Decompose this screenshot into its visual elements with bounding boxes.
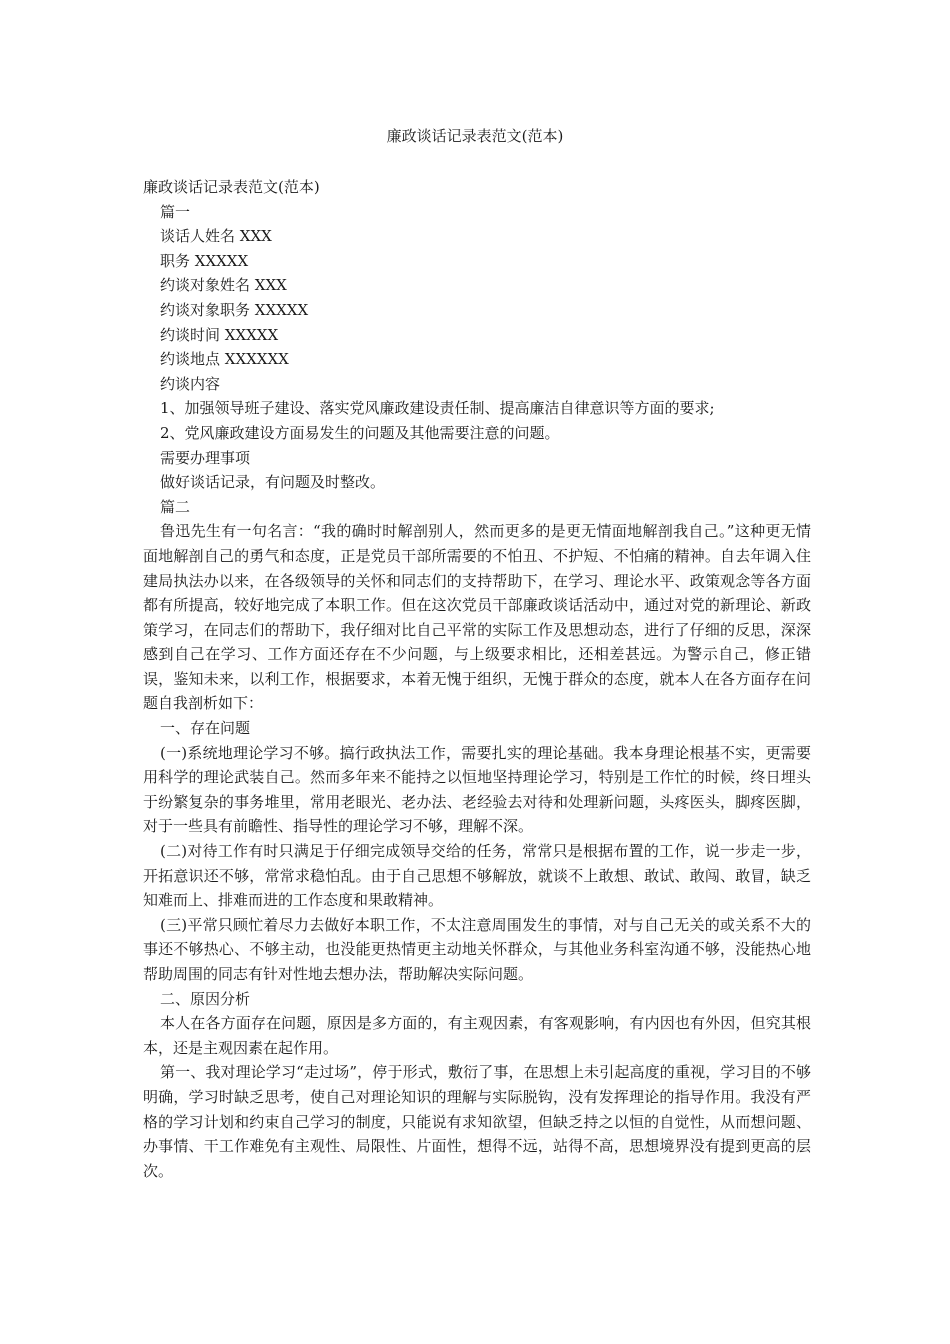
heading-cause-analysis: 二、原因分析 xyxy=(160,989,251,1008)
paragraph-problem-3: (三)平常只顾忙着尽力去做好本职工作，不太注意周围发生的事情，对与自己无关的或关系不大的事还不够热心、不够主动，也没能更热情更主动地关怀群众，与其他业务科室沟通不够，没能热心地帮助周围的同志有针对性地去想办法，帮助解决实际问题。 xyxy=(143,915,811,983)
document-title: 廉政谈话记录表范文(范本) xyxy=(386,127,564,145)
section-heading-part-one: 篇一 xyxy=(160,202,191,221)
paragraph-problem-1: (一)系统地理论学习不够。搞行政执法工作，需要扎实的理论基础。我本身理论根基不实，更需要用科学的理论武装自己。然而多年来不能持之以恒地坚持理论学习，特别是工作忙的时候，终日埋头于纷繁复杂的事务堆里，常用老眼光、老办法、老经验去对待和处理新问题，头疼医头，脚疼医脚，对于一些具有前瞻性、指导性的理论学习不够，理解不深。 xyxy=(143,743,811,836)
paragraph-intro: 鲁迅先生有一句名言：“我的确时时解剖别人，然而更多的是更无情面地解剖我自己。”这种更无情面地解剖自己的勇气和态度，正是党员干部所需要的不怕丑、不护短、不怕痛的精神。自去年调入住建局执法办以来，在各级领导的关怀和同志们的支持帮助下，在学习、理论水平、政策观念等各方面都有所提高，较好地完成了本职工作。但在这次党员干部廉政谈话活动中，通过对党的新理论、新政策学习，在同志们的帮助下，我仔细对比自己平常的实际工作及思想动态，进行了仔细的反思，深深感到自己在学习、工作方面还存在不少问题，与上级要求相比，还相差甚远。为警示自己，修正错误，鉴知未来，以利工作，根据要求，本着无愧于组织，无愧于群众的态度，就本人在各方面存在问题自我剖析如下： xyxy=(143,522,811,713)
paragraph-cause-summary: 本人在各方面存在问题，原因是多方面的，有主观因素，有客观影响，有内因也有外因，但究其根本，还是主观因素在起作用。 xyxy=(143,1014,811,1057)
field-interviewee-name: 约谈对象姓名 XXX xyxy=(160,276,287,295)
paragraph-cause-1: 第一、我对理论学习“走过场”，停于形式，敷衍了事，在思想上未引起高度的重视，学习目的不够明确，学习时缺乏思考，使自己对理论知识的理解与实际脱钩，没有发挥理论的指导作用。我没有严格的学习计划和约束自己学习的制度，只能说有求知欲望，但缺乏持之以恒的自觉性，从而想问题、办事情、干工作难免有主观性、局限性、片面性，想得不远，站得不高，思想境界没有提到更高的层次。 xyxy=(143,1063,811,1180)
content-item-1: 1、加强领导班子建设、落实党风廉政建设责任制、提高廉洁自律意识等方面的要求; xyxy=(160,399,715,418)
field-interviewer-name: 谈话人姓名 XXX xyxy=(160,227,272,246)
heading-existing-problems: 一、存在问题 xyxy=(160,719,251,738)
field-interview-location: 约谈地点 XXXXXX xyxy=(160,350,289,369)
document-subtitle: 廉政谈话记录表范文(范本) xyxy=(143,178,320,196)
action-item-text: 做好谈话记录，有问题及时整改。 xyxy=(160,473,386,492)
field-action-items: 需要办理事项 xyxy=(160,448,251,467)
document-body xyxy=(143,175,811,1183)
paragraph-problem-2: (二)对待工作有时只满足于仔细完成领导交给的任务，常常只是根据布置的工作，说一步走一步，开拓意识还不够，常常求稳怕乱。由于自己思想不够解放，就谈不上敢想、敢试、敢闯、敢冒，缺乏知难而上、排难而进的工作态度和果敢精神。 xyxy=(143,842,811,910)
field-interviewee-position: 约谈对象职务 XXXXX xyxy=(160,300,309,319)
field-interview-content: 约谈内容 xyxy=(160,374,221,393)
content-item-2: 2、党风廉政建设方面易发生的问题及其他需要注意的问题。 xyxy=(160,423,560,442)
section-heading-part-two: 篇二 xyxy=(160,497,191,516)
field-position: 职务 XXXXX xyxy=(160,251,249,270)
field-interview-time: 约谈时间 XXXXX xyxy=(160,325,279,344)
